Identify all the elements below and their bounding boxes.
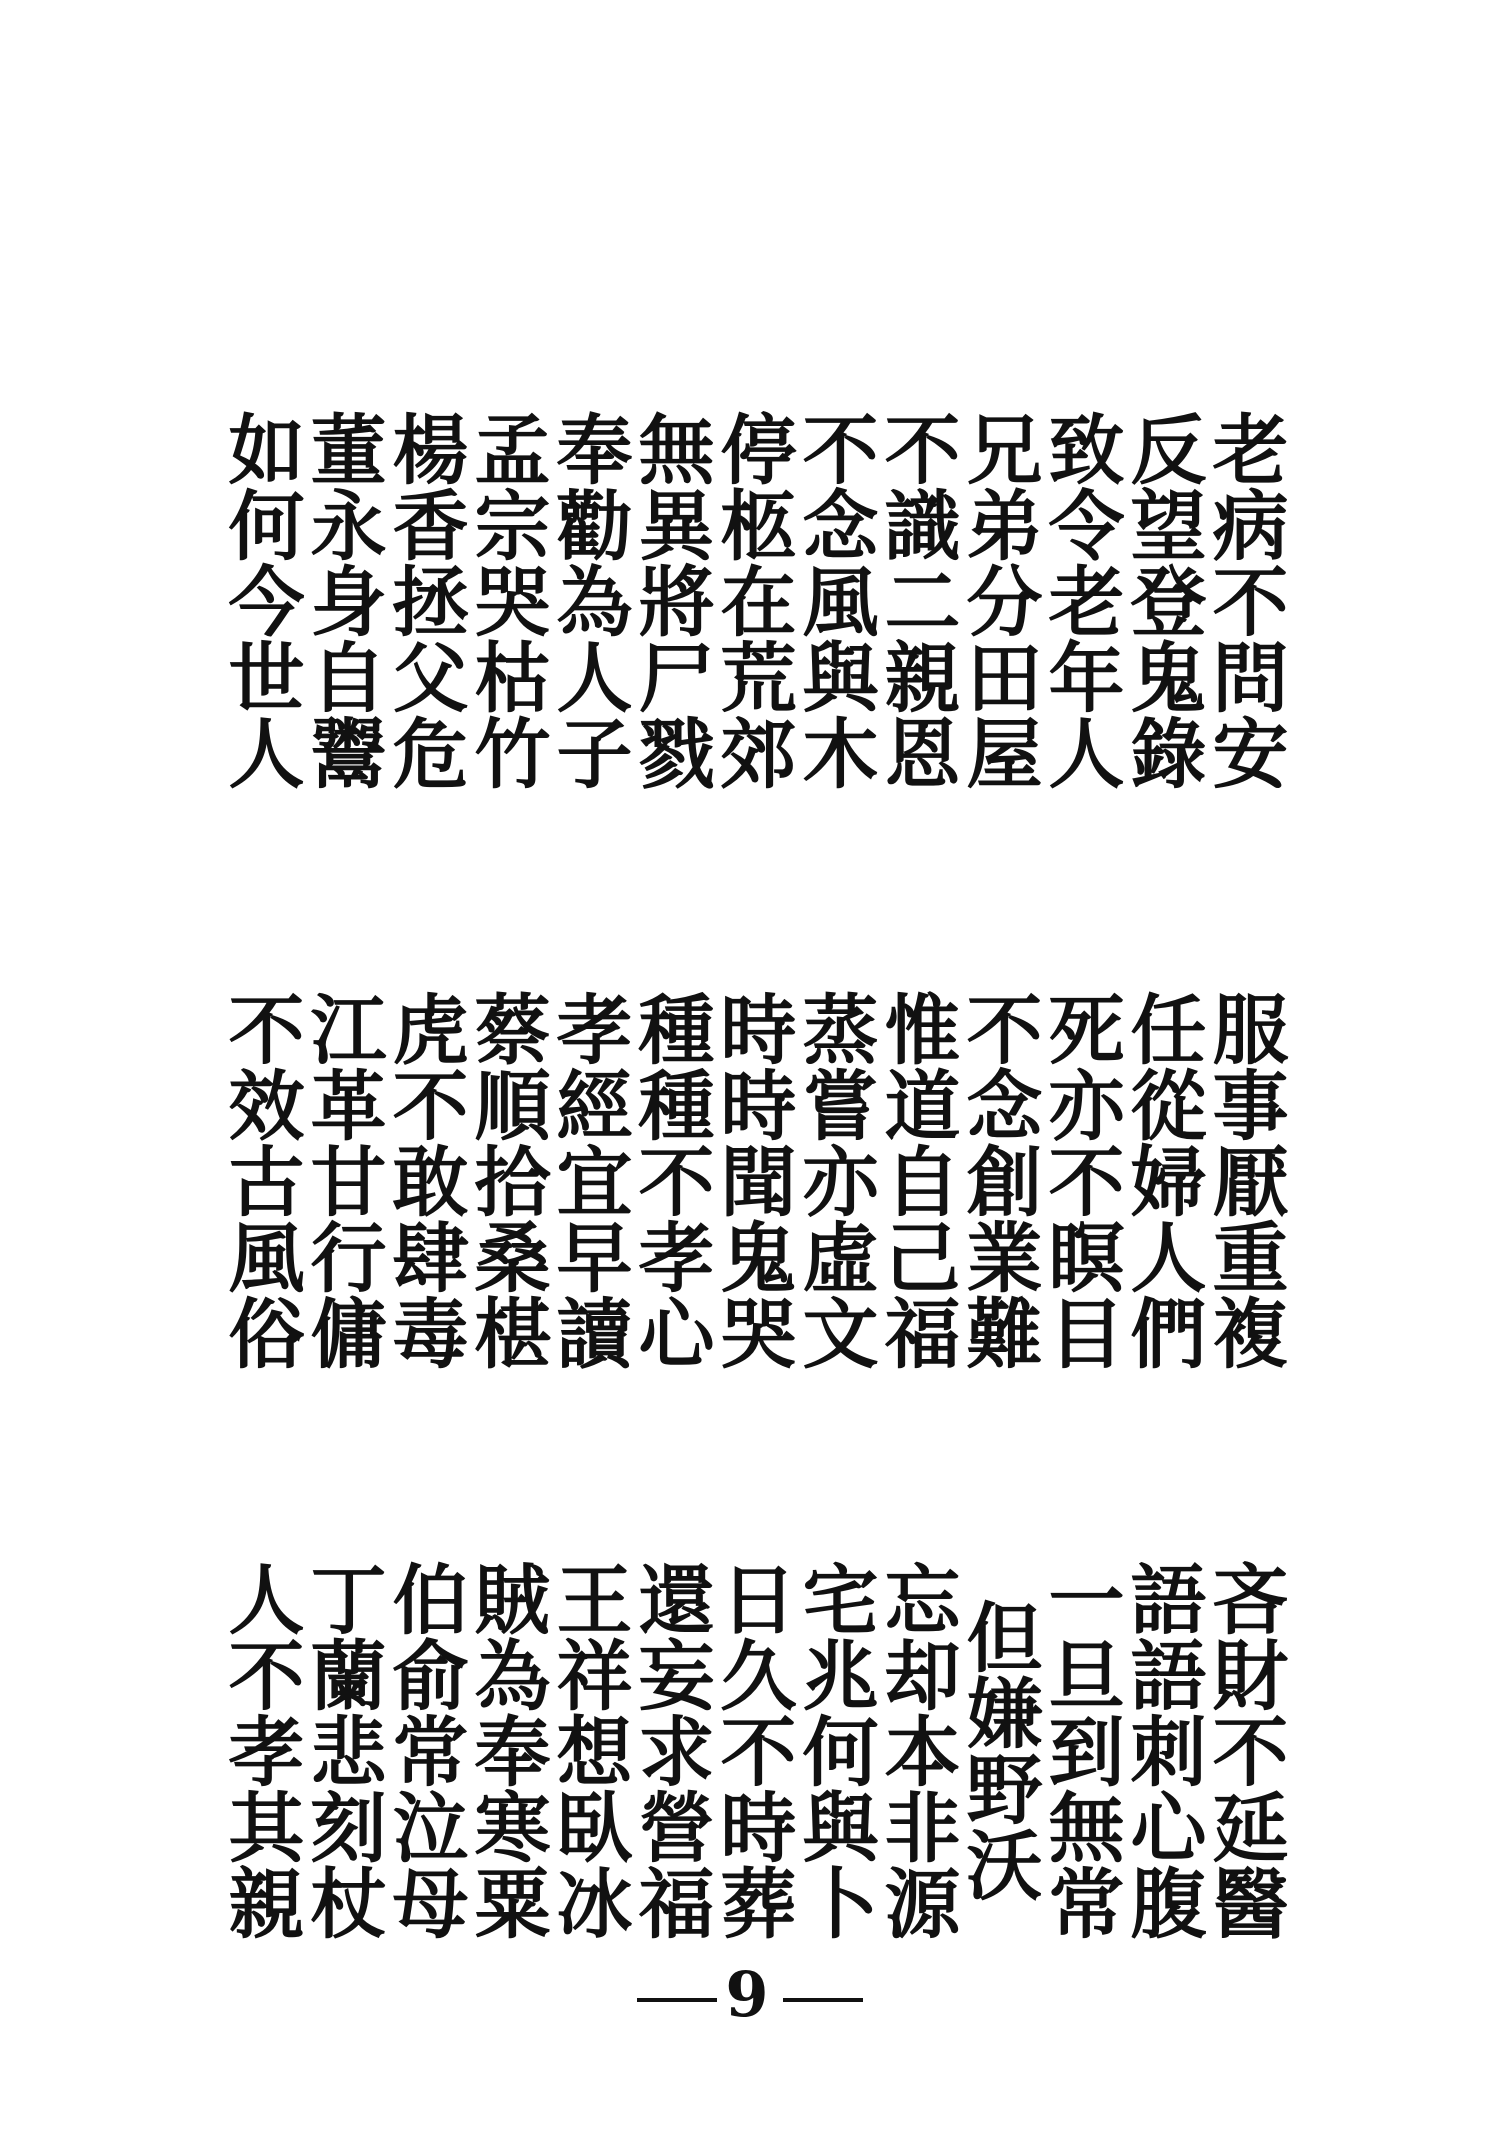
verse-column: 不效古風俗 <box>216 990 305 1370</box>
verse-column: 楊香拯父危 <box>380 410 469 790</box>
verse-column: 不念創業難 <box>954 990 1043 1370</box>
verse-column: 不識二親恩 <box>872 410 961 790</box>
page-number-value: 9 <box>725 1958 775 2031</box>
verse-column: 不念風與木 <box>790 410 879 790</box>
verse-column: 奉勸為人子 <box>544 410 633 790</box>
verse-column: 無異將尸戮 <box>626 410 715 790</box>
verse-column: 惟道自己福 <box>872 990 961 1370</box>
verse-column: 停柩在荒郊 <box>708 410 797 790</box>
verse-column: 致令老年人 <box>1036 410 1125 790</box>
verse-column: 死亦不瞑目 <box>1036 990 1125 1370</box>
verse-column: 反望登鬼錄 <box>1118 410 1207 790</box>
verse-column: 賊為奉寒粟 <box>462 1560 551 1940</box>
verse-column: 江革甘行傭 <box>298 990 387 1370</box>
verse-stanza-3 <box>140 1520 1290 1980</box>
verse-stanza-1 <box>140 370 1290 830</box>
verse-column: 日久不時葬 <box>708 1560 797 1940</box>
verse-column: 忘却本非源 <box>872 1560 961 1940</box>
verse-column: 一旦到無常 <box>1036 1560 1125 1940</box>
verse-column: 語語刺心腹 <box>1118 1560 1207 1940</box>
verse-column: 吝財不延醫 <box>1200 1560 1289 1940</box>
verse-column: 還妄求營福 <box>626 1560 715 1940</box>
verse-column: 伯俞常泣母 <box>380 1560 469 1940</box>
verse-column: 蔡順拾桑椹 <box>462 990 551 1370</box>
verse-column: 蒸嘗亦虛文 <box>790 990 879 1370</box>
verse-column: 丁蘭悲刻杖 <box>298 1560 387 1940</box>
verse-column: 孟宗哭枯竹 <box>462 410 551 790</box>
verse-column: 老病不問安 <box>1200 410 1289 790</box>
verse-column: 服事厭重複 <box>1200 990 1289 1370</box>
verse-stanza-2 <box>140 950 1290 1410</box>
verse-column: 任從婦人們 <box>1118 990 1207 1370</box>
dash-right <box>783 1998 863 2002</box>
verse-column: 如何今世人 <box>216 410 305 790</box>
verse-column: 人不孝其親 <box>216 1560 305 1940</box>
verse-column: 兄弟分田屋 <box>954 410 1043 790</box>
verse-column: 宅兆何與卜 <box>790 1560 879 1940</box>
verse-column: 但嫌野沃 <box>954 1598 1043 1902</box>
dash-left <box>637 1998 717 2002</box>
verse-column: 種種不孝心 <box>626 990 715 1370</box>
verse-column: 王祥想臥冰 <box>544 1560 633 1940</box>
verse-column: 時時聞鬼哭 <box>708 990 797 1370</box>
verse-column: 董永身自鬻 <box>298 410 387 790</box>
verse-column: 虎不敢肆毒 <box>380 990 469 1370</box>
page-number <box>0 1958 1500 2031</box>
verse-column: 孝經宜早讀 <box>544 990 633 1370</box>
